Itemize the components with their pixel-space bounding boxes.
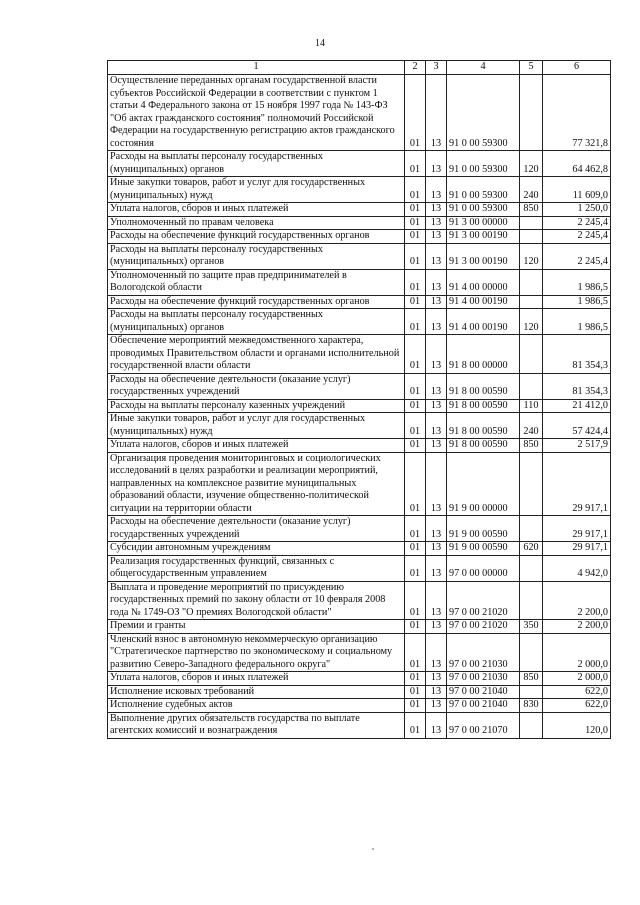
row-expense-type-code: 240 — [520, 177, 543, 203]
table-row — [108, 216, 611, 230]
row-amount: 29 917,1 — [543, 542, 611, 556]
row-expense-type-code — [520, 581, 543, 620]
row-amount: 81 354,3 — [543, 373, 611, 399]
row-subsection-code: 13 — [426, 230, 447, 244]
row-target-article-code: 91 3 00 00190 — [447, 230, 520, 244]
table-row — [108, 399, 611, 413]
column-header-subsection: 3 — [426, 61, 447, 75]
row-expense-type-code — [520, 712, 543, 738]
row-amount: 1 986,5 — [543, 309, 611, 335]
row-section-code: 01 — [405, 413, 426, 439]
row-amount: 57 424,4 — [543, 413, 611, 439]
row-description: Расходы на обеспечение функций государственных органов — [108, 295, 405, 309]
table-row — [108, 269, 611, 295]
row-amount: 1 986,5 — [543, 269, 611, 295]
row-target-article-code: 91 9 00 00590 — [447, 542, 520, 556]
row-subsection-code: 13 — [426, 269, 447, 295]
row-description: Организация проведения мониторинговых и социологических исследований в целях разработки и реализации мероприятий, направленных на комплексное развитие муниципальных образований области, изучение общественно-политической ситуации на территории области — [108, 452, 405, 516]
row-amount: 29 917,1 — [543, 452, 611, 516]
row-expense-type-code — [520, 335, 543, 374]
row-expense-type-code — [520, 230, 543, 244]
row-description: Иные закупки товаров, работ и услуг для государственных (муниципальных) нужд — [108, 177, 405, 203]
row-amount: 1 986,5 — [543, 295, 611, 309]
row-expense-type-code: 120 — [520, 243, 543, 269]
table-row — [108, 699, 611, 713]
row-description: Уполномоченный по защите прав предпринимателей в Вологодской области — [108, 269, 405, 295]
row-section-code: 01 — [405, 269, 426, 295]
row-target-article-code: 97 0 00 00000 — [447, 555, 520, 581]
table-row — [108, 672, 611, 686]
row-target-article-code: 91 8 00 00590 — [447, 373, 520, 399]
row-section-code: 01 — [405, 203, 426, 217]
row-description: Реализация государственных функций, связанных с общегосударственным управлением — [108, 555, 405, 581]
table-row — [108, 335, 611, 374]
row-subsection-code: 13 — [426, 151, 447, 177]
table-row — [108, 555, 611, 581]
row-target-article-code: 97 0 00 21020 — [447, 581, 520, 620]
row-subsection-code: 13 — [426, 712, 447, 738]
row-section-code: 01 — [405, 633, 426, 672]
row-subsection-code: 13 — [426, 335, 447, 374]
row-subsection-code: 13 — [426, 699, 447, 713]
row-description: Уплата налогов, сборов и иных платежей — [108, 439, 405, 453]
row-expense-type-code — [520, 295, 543, 309]
row-section-code: 01 — [405, 216, 426, 230]
row-description: Выполнение других обязательств государства по выплате агентских комиссий и вознаграждения — [108, 712, 405, 738]
row-description: Осуществление переданных органам государственной власти субъектов Российской Федерации в соответствии с пунктом 1 статьи 4 Федерального закона от 15 ноября 1997 года № 143-ФЗ "Об актах гражданского состояния" полномочий Российской Федерации на государственную регистрацию актов гражданского состояния — [108, 75, 405, 151]
row-expense-type-code: 850 — [520, 672, 543, 686]
row-description: Расходы на выплаты персоналу государственных (муниципальных) органов — [108, 151, 405, 177]
row-subsection-code: 13 — [426, 243, 447, 269]
row-section-code: 01 — [405, 699, 426, 713]
table-row — [108, 633, 611, 672]
row-target-article-code: 91 9 00 00590 — [447, 516, 520, 542]
row-target-article-code: 91 0 00 59300 — [447, 75, 520, 151]
row-section-code: 01 — [405, 295, 426, 309]
row-section-code: 01 — [405, 75, 426, 151]
row-target-article-code: 91 8 00 00590 — [447, 439, 520, 453]
row-section-code: 01 — [405, 620, 426, 634]
row-description: Премии и гранты — [108, 620, 405, 634]
row-section-code: 01 — [405, 151, 426, 177]
row-section-code: 01 — [405, 555, 426, 581]
row-section-code: 01 — [405, 335, 426, 374]
column-header-target-article: 4 — [447, 61, 520, 75]
row-description: Уплата налогов, сборов и иных платежей — [108, 203, 405, 217]
table-row — [108, 243, 611, 269]
row-target-article-code: 97 0 00 21040 — [447, 699, 520, 713]
row-amount: 81 354,3 — [543, 335, 611, 374]
row-section-code: 01 — [405, 452, 426, 516]
row-expense-type-code: 620 — [520, 542, 543, 556]
row-section-code: 01 — [405, 672, 426, 686]
row-target-article-code: 91 0 00 59300 — [447, 177, 520, 203]
row-subsection-code: 13 — [426, 516, 447, 542]
row-target-article-code: 97 0 00 21030 — [447, 633, 520, 672]
row-target-article-code: 91 9 00 00000 — [447, 452, 520, 516]
table-row — [108, 712, 611, 738]
row-section-code: 01 — [405, 542, 426, 556]
table-row — [108, 295, 611, 309]
table-body — [108, 75, 611, 739]
row-subsection-code: 13 — [426, 633, 447, 672]
row-description: Членский взнос в автономную некоммерческую организацию "Стратегическое партнерство по экономическому и социальному развитию Северо-Западного федерального округа" — [108, 633, 405, 672]
row-target-article-code: 91 3 00 00190 — [447, 243, 520, 269]
row-description: Исполнение исковых требований — [108, 685, 405, 699]
row-section-code: 01 — [405, 373, 426, 399]
row-section-code: 01 — [405, 177, 426, 203]
row-amount: 64 462,8 — [543, 151, 611, 177]
row-target-article-code: 97 0 00 21020 — [447, 620, 520, 634]
row-section-code: 01 — [405, 230, 426, 244]
row-section-code: 01 — [405, 712, 426, 738]
table-header-row — [108, 61, 611, 75]
row-expense-type-code — [520, 516, 543, 542]
row-expense-type-code: 830 — [520, 699, 543, 713]
row-amount: 2 245,4 — [543, 216, 611, 230]
row-amount: 2 200,0 — [543, 620, 611, 634]
row-description: Выплата и проведение мероприятий по присуждению государственных премий по закону области от 10 февраля 2008 года № 1749-ОЗ "О премиях Вологодской области" — [108, 581, 405, 620]
column-header-amount: 6 — [543, 61, 611, 75]
row-subsection-code: 13 — [426, 413, 447, 439]
table-row — [108, 620, 611, 634]
row-description: Уполномоченный по правам человека — [108, 216, 405, 230]
row-expense-type-code: 120 — [520, 151, 543, 177]
table-row — [108, 177, 611, 203]
row-amount: 2 245,4 — [543, 243, 611, 269]
row-target-article-code: 91 3 00 00000 — [447, 216, 520, 230]
row-expense-type-code — [520, 75, 543, 151]
row-amount: 77 321,8 — [543, 75, 611, 151]
row-amount: 21 412,0 — [543, 399, 611, 413]
table-row — [108, 452, 611, 516]
page-number: 14 — [315, 38, 325, 49]
column-header-section: 2 — [405, 61, 426, 75]
row-description: Субсидии автономным учреждениям — [108, 542, 405, 556]
row-description: Расходы на выплаты персоналу казенных учреждений — [108, 399, 405, 413]
row-amount: 1 250,0 — [543, 203, 611, 217]
row-description: Исполнение судебных актов — [108, 699, 405, 713]
row-expense-type-code — [520, 555, 543, 581]
row-subsection-code: 13 — [426, 399, 447, 413]
row-description: Иные закупки товаров, работ и услуг для государственных (муниципальных) нужд — [108, 413, 405, 439]
row-subsection-code: 13 — [426, 439, 447, 453]
row-target-article-code: 91 4 00 00190 — [447, 309, 520, 335]
row-target-article-code: 97 0 00 21030 — [447, 672, 520, 686]
row-subsection-code: 13 — [426, 452, 447, 516]
scan-speck — [372, 848, 374, 850]
row-subsection-code: 13 — [426, 542, 447, 556]
row-amount: 2 000,0 — [543, 672, 611, 686]
row-subsection-code: 13 — [426, 555, 447, 581]
table-row — [108, 151, 611, 177]
row-target-article-code: 91 0 00 59300 — [447, 151, 520, 177]
row-expense-type-code: 240 — [520, 413, 543, 439]
row-expense-type-code: 850 — [520, 203, 543, 217]
row-description: Расходы на выплаты персоналу государственных (муниципальных) органов — [108, 243, 405, 269]
row-description: Расходы на обеспечение функций государственных органов — [108, 230, 405, 244]
row-target-article-code: 91 8 00 00000 — [447, 335, 520, 374]
row-description: Расходы на выплаты персоналу государственных (муниципальных) органов — [108, 309, 405, 335]
row-target-article-code: 91 8 00 00590 — [447, 399, 520, 413]
column-header-description: 1 — [108, 61, 405, 75]
row-subsection-code: 13 — [426, 177, 447, 203]
row-amount: 622,0 — [543, 685, 611, 699]
table-row — [108, 581, 611, 620]
table-row — [108, 413, 611, 439]
row-expense-type-code: 120 — [520, 309, 543, 335]
row-subsection-code: 13 — [426, 203, 447, 217]
row-section-code: 01 — [405, 516, 426, 542]
row-expense-type-code — [520, 633, 543, 672]
row-amount: 622,0 — [543, 699, 611, 713]
row-section-code: 01 — [405, 309, 426, 335]
row-amount: 120,0 — [543, 712, 611, 738]
row-expense-type-code — [520, 373, 543, 399]
row-amount: 4 942,0 — [543, 555, 611, 581]
row-expense-type-code — [520, 685, 543, 699]
row-subsection-code: 13 — [426, 373, 447, 399]
row-description: Обеспечение мероприятий межведомственного характера, проводимых Правительством области и органами исполнительной государственной власти области — [108, 335, 405, 374]
row-subsection-code: 13 — [426, 620, 447, 634]
row-subsection-code: 13 — [426, 672, 447, 686]
row-description: Уплата налогов, сборов и иных платежей — [108, 672, 405, 686]
row-target-article-code: 91 8 00 00590 — [447, 413, 520, 439]
row-expense-type-code — [520, 269, 543, 295]
budget-table — [107, 60, 611, 739]
row-target-article-code: 97 0 00 21070 — [447, 712, 520, 738]
row-subsection-code: 13 — [426, 216, 447, 230]
row-subsection-code: 13 — [426, 75, 447, 151]
table-row — [108, 439, 611, 453]
row-amount: 11 609,0 — [543, 177, 611, 203]
row-description: Расходы на обеспечение деятельности (оказание услуг) государственных учреждений — [108, 516, 405, 542]
row-section-code: 01 — [405, 243, 426, 269]
row-section-code: 01 — [405, 581, 426, 620]
row-amount: 2 517,9 — [543, 439, 611, 453]
row-target-article-code: 91 0 00 59300 — [447, 203, 520, 217]
table-row — [108, 373, 611, 399]
row-target-article-code: 91 4 00 00000 — [447, 269, 520, 295]
table-row — [108, 75, 611, 151]
row-amount: 2 245,4 — [543, 230, 611, 244]
table-row — [108, 309, 611, 335]
row-target-article-code: 91 4 00 00190 — [447, 295, 520, 309]
table-row — [108, 230, 611, 244]
row-amount: 29 917,1 — [543, 516, 611, 542]
row-expense-type-code: 850 — [520, 439, 543, 453]
row-expense-type-code — [520, 452, 543, 516]
row-expense-type-code: 350 — [520, 620, 543, 634]
row-section-code: 01 — [405, 439, 426, 453]
row-subsection-code: 13 — [426, 685, 447, 699]
row-subsection-code: 13 — [426, 309, 447, 335]
row-section-code: 01 — [405, 685, 426, 699]
row-description: Расходы на обеспечение деятельности (оказание услуг) государственных учреждений — [108, 373, 405, 399]
row-subsection-code: 13 — [426, 295, 447, 309]
row-expense-type-code: 110 — [520, 399, 543, 413]
row-subsection-code: 13 — [426, 581, 447, 620]
column-header-expense-type: 5 — [520, 61, 543, 75]
row-expense-type-code — [520, 216, 543, 230]
row-amount: 2 200,0 — [543, 581, 611, 620]
table-row — [108, 203, 611, 217]
table-row — [108, 542, 611, 556]
table-row — [108, 516, 611, 542]
row-target-article-code: 97 0 00 21040 — [447, 685, 520, 699]
table-row — [108, 685, 611, 699]
row-amount: 2 000,0 — [543, 633, 611, 672]
row-section-code: 01 — [405, 399, 426, 413]
